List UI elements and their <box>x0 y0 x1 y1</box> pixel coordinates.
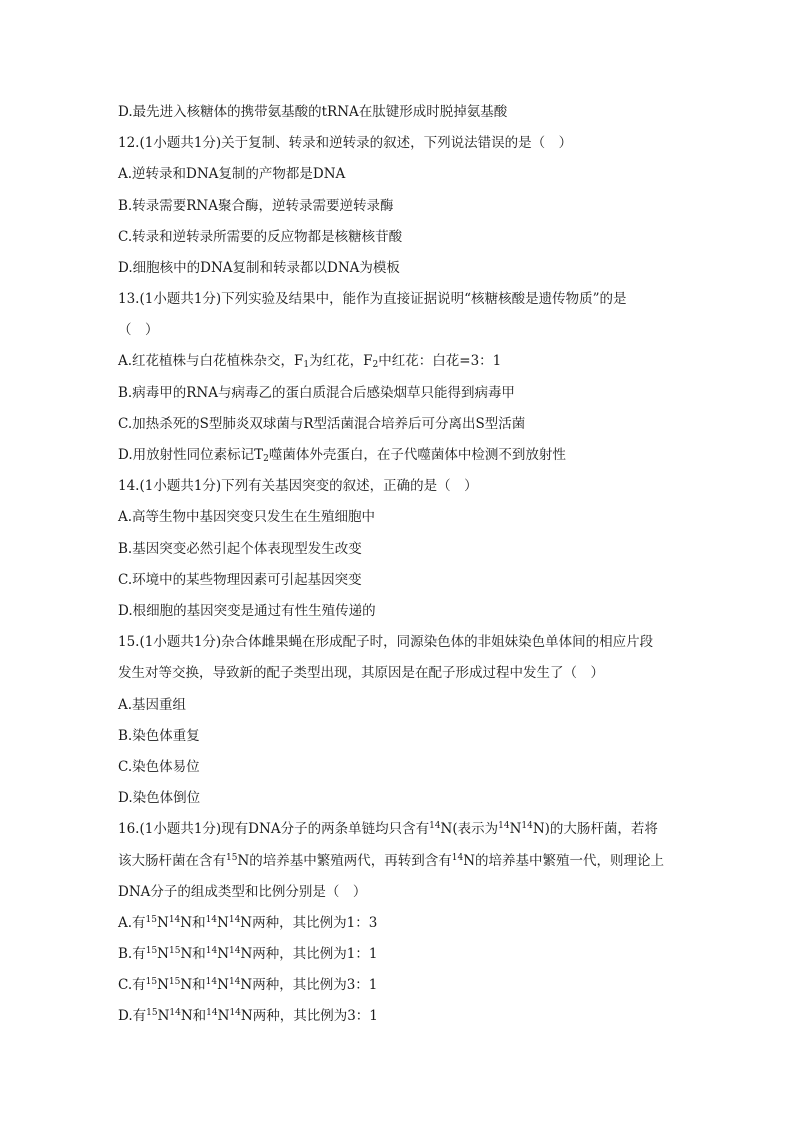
q16-option-c: C.有$^{15}N^{15}N$和$^{14}N^{14}N$两种，其比例为3：1 <box>118 977 378 993</box>
q13-stem-line-1: 13.(1小题共1分)下列实验及结果中，能作为直接证据说明“核糖核酸是遗传物质”的是 <box>118 291 627 307</box>
q14-option-d: D.根细胞的基因突变是通过有性生殖传递的 <box>118 603 376 619</box>
q15-option-c: C.染色体易位 <box>118 759 200 775</box>
q12-option-b: B.转录需要RNA聚合酶，逆转录需要逆转录酶 <box>118 198 394 214</box>
q16-stem-line-2: 该大肠杆菌在含有$^{15}$N的培养基中繁殖两代，再转到含有$^{14}$N的培养基中繁殖一代，则理论上 <box>118 853 665 869</box>
q14-option-b: B.基因突变必然引起个体表现型发生改变 <box>118 541 362 557</box>
q12-stem: 12.(1小题共1分)关于复制、转录和逆转录的叙述，下列说法错误的是（ ） <box>118 135 573 151</box>
q12-option-d: D.细胞核中的DNA复制和转录都以DNA为模板 <box>118 260 400 276</box>
q16-option-b: B.有$^{15}N^{15}N$和$^{14}N^{14}N$两种，其比例为1：1 <box>118 946 378 962</box>
q16-option-d: D.有$^{15}N^{14}N$和$^{14}N^{14}N$两种，其比例为3：1 <box>118 1008 378 1024</box>
q11-option-d: D.最先进入核糖体的携带氨基酸的tRNA在肽键形成时脱掉氨基酸 <box>118 104 508 120</box>
q14-stem: 14.(1小题共1分)下列有关基因突变的叙述，正确的是（ ） <box>118 478 478 494</box>
q15-stem-line-1: 15.(1小题共1分)杂合体雌果蝇在形成配子时，同源染色体的非姐妹染色单体间的相应片段 <box>118 634 654 650</box>
q13-option-c: C.加热杀死的S型肺炎双球菌与R型活菌混合培养后可分离出S型活菌 <box>118 416 526 432</box>
q15-option-b: B.染色体重复 <box>118 728 200 744</box>
q16-stem-line-1: 16.(1小题共1分)现有DNA分子的两条单链均只含有$^{14}$N(表示为$^{14}N^{14}N$)的大肠杆菌，若将 <box>118 821 658 837</box>
q14-option-a: A.高等生物中基因突变只发生在生殖细胞中 <box>118 509 376 525</box>
q15-option-d: D.染色体倒位 <box>118 790 201 806</box>
q14-option-c: C.环境中的某些物理因素可引起基因突变 <box>118 572 362 588</box>
q16-option-a: A.有$^{15}N^{14}N$和$^{14}N^{14}N$两种，其比例为1：3 <box>118 915 378 931</box>
q13-option-b: B.病毒甲的RNA与病毒乙的蛋白质混合后感染烟草只能得到病毒甲 <box>118 385 515 401</box>
q12-option-a: A.逆转录和DNA复制的产物都是DNA <box>118 166 346 182</box>
q13-option-d: D.用放射性同位素标记$T_2$噬菌体外壳蛋白，在子代噬菌体中检测不到放射性 <box>118 447 566 464</box>
q15-option-a: A.基因重组 <box>118 697 187 713</box>
q16-stem-line-3: DNA分子的组成类型和比例分别是（ ） <box>118 884 367 900</box>
q15-stem-line-2: 发生对等交换，导致新的配子类型出现，其原因是在配子形成过程中发生了（ ） <box>118 665 604 681</box>
q13-option-a: A.红花植株与白花植株杂交，$F_1$为红花，$F_2$中红花：白花=3：1 <box>118 353 502 370</box>
q13-stem-line-2: （ ） <box>118 322 159 338</box>
q12-option-c: C.转录和逆转录所需要的反应物都是核糖核苷酸 <box>118 229 403 245</box>
